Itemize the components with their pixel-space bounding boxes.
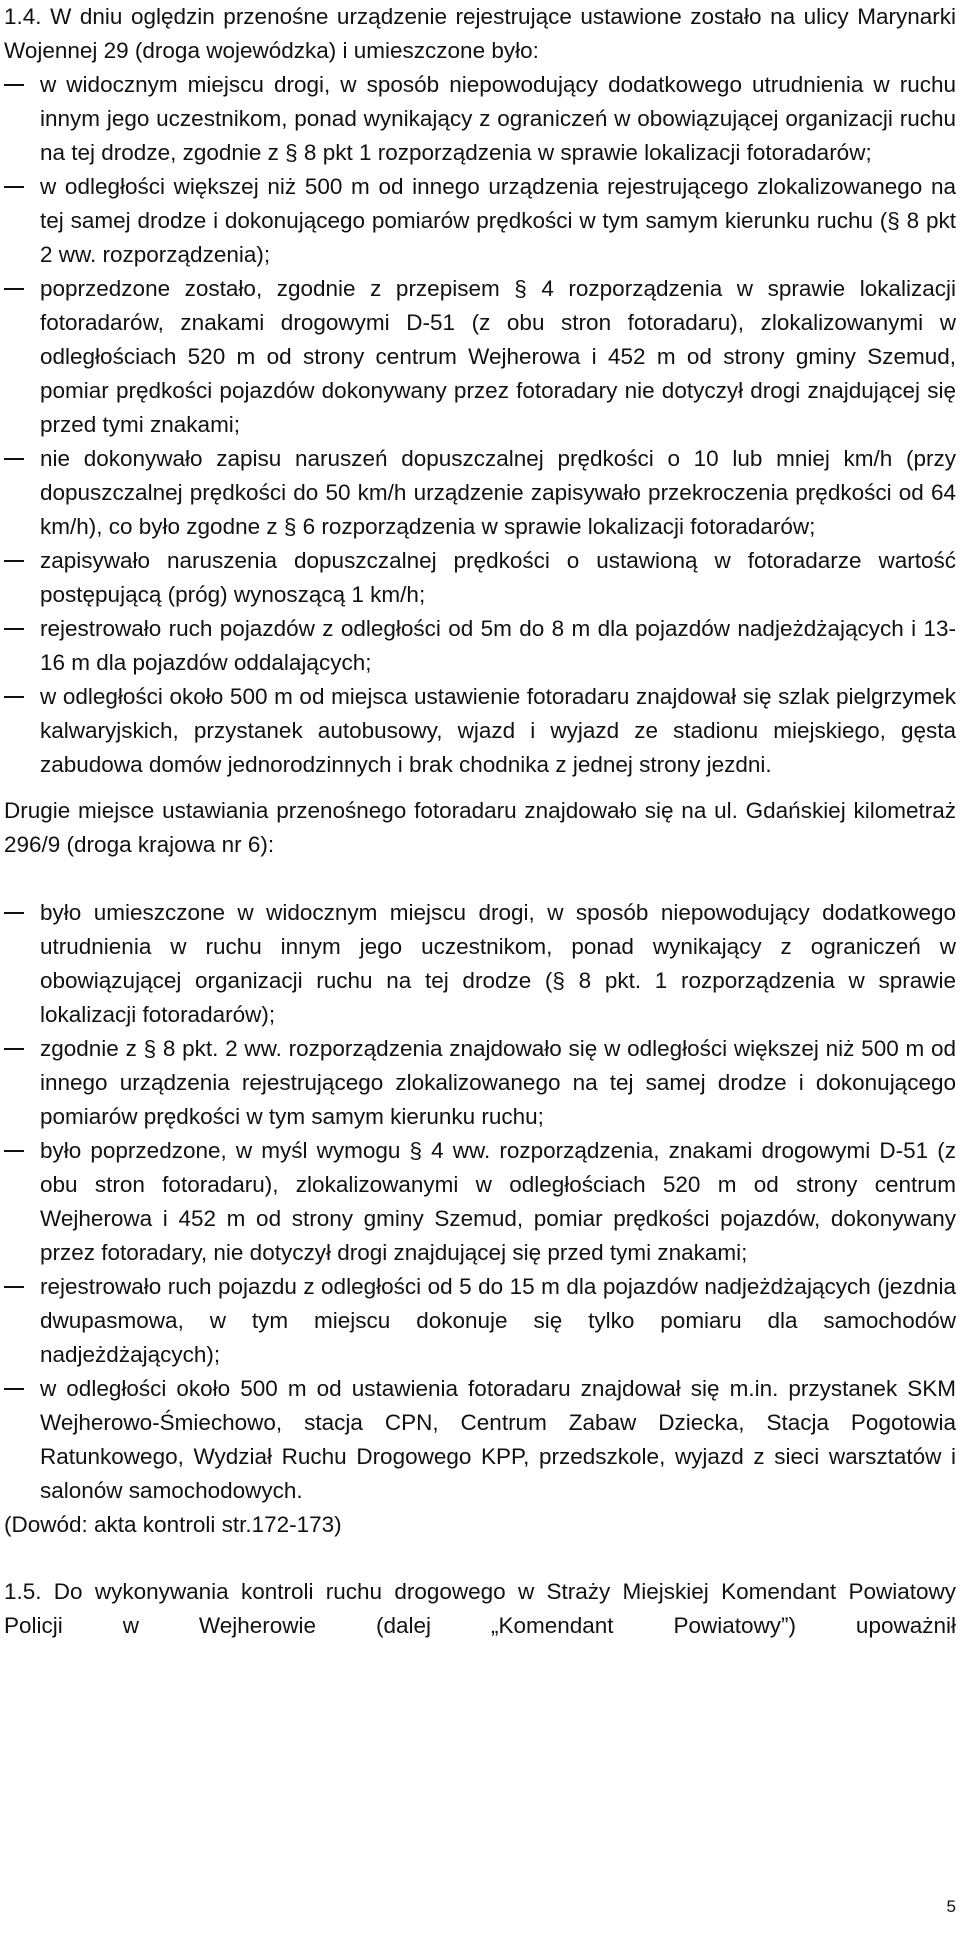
list-item bbox=[0, 680, 960, 782]
list-item bbox=[0, 1032, 960, 1134]
dash-bullet-icon bbox=[4, 1048, 24, 1050]
list-item-text: poprzedzone zostało, zgodnie z przepisem § 4 rozporządzenia w sprawie lokalizacji fotoradarów, znakami drogowymi D-51 (z obu stron fotoradaru), zlokalizowanymi w odległościach 520 m od strony centrum Wejherowa i 452 m od strony gminy Szemud, pomiar prędkości pojazdów dokonywany przez fotoradary nie dotyczył drogi znajdującej się przed tymi znakami; bbox=[40, 276, 956, 437]
list-item-text: zapisywało naruszenia dopuszczalnej prędkości o ustawioną w fotoradarze wartość postępującą (próg) wynoszącą 1 km/h; bbox=[40, 548, 956, 607]
dash-bullet-icon bbox=[4, 1388, 24, 1390]
dash-bullet-icon bbox=[4, 1286, 24, 1288]
dash-bullet-icon bbox=[4, 186, 24, 188]
list-item-text: było poprzedzone, w myśl wymogu § 4 ww. rozporządzenia, znakami drogowymi D-51 (z obu stron fotoradaru), zlokalizowanymi w odległościach 520 m od strony centrum Wejherowa i 452 m od strony gminy Szemud, pomiar prędkości pojazdów, dokonywany przez fotoradary, nie dotyczył drogi znajdującej się przed tymi znakami; bbox=[40, 1138, 956, 1265]
proof-citation: (Dowód: akta kontroli str.172-173) bbox=[4, 1512, 342, 1537]
dash-bullet-icon bbox=[4, 912, 24, 914]
list-item bbox=[0, 544, 960, 612]
dash-bullet-icon bbox=[4, 696, 24, 698]
list-item bbox=[0, 896, 960, 1032]
list-item bbox=[0, 1134, 960, 1270]
list-item bbox=[0, 1372, 960, 1508]
list-item-text: rejestrowało ruch pojazdów z odległości od 5m do 8 m dla pojazdów nadjeżdżających i 13-16 m dla pojazdów oddalających; bbox=[40, 616, 956, 675]
second-location-list bbox=[0, 896, 960, 1508]
dash-bullet-icon bbox=[4, 1150, 24, 1152]
section-1-5-text: 1.5. Do wykonywania kontroli ruchu drogowego w Straży Miejskiej Komendant Powiatowy Policji w Wejherowie (dalej „Komendant Powiatowy”) upoważnił bbox=[4, 1579, 956, 1638]
section-1-4-intro: 1.4. W dniu oględzin przenośne urządzenie rejestrujące ustawione zostało na ulicy Marynarki Wojennej 29 (droga wojewódzka) i umieszczone było: bbox=[4, 4, 956, 63]
list-item-text: w odległości około 500 m od miejsca ustawienie fotoradaru znajdował się szlak pielgrzymek kalwaryjskich, przystanek autobusowy, wjazd i wyjazd ze stadionu miejskiego, gęsta zabudowa domów jednorodzinnych i brak chodnika z jednej strony jezdni. bbox=[40, 684, 956, 777]
dash-bullet-icon bbox=[4, 288, 24, 290]
list-item bbox=[0, 442, 960, 544]
spacer bbox=[0, 862, 960, 896]
page-number: 5 bbox=[946, 1897, 956, 1916]
list-item bbox=[0, 170, 960, 272]
list-item-text: w odległości około 500 m od ustawienia fotoradaru znajdował się m.in. przystanek SKM Wejherowo-Śmiechowo, stacja CPN, Centrum Zabaw Dziecka, Stacja Pogotowia Ratunkowego, Wydział Ruchu Drogowego KPP, przedszkole, wyjazd z sieci warsztatów i salonów samochodowych. bbox=[40, 1376, 956, 1503]
list-item bbox=[0, 68, 960, 170]
spacer bbox=[0, 782, 960, 794]
list-item bbox=[0, 1270, 960, 1372]
list-item-text: w odległości większej niż 500 m od innego urządzenia rejestrującego zlokalizowanego na tej samej drodze i dokonującego pomiarów prędkości w tym samym kierunku ruchu (§ 8 pkt 2 ww. rozporządzenia); bbox=[40, 174, 956, 267]
dash-bullet-icon bbox=[4, 84, 24, 86]
list-item-text: było umieszczone w widocznym miejscu drogi, w sposób niepowodujący dodatkowego utrudnienia w ruchu innym jego uczestnikom, ponad wynikający z ograniczeń w obowiązującej organizacji ruchu na tej drodze (§ 8 pkt. 1 rozporządzenia w sprawie lokalizacji fotoradarów); bbox=[40, 900, 956, 1027]
list-item-text: rejestrowało ruch pojazdu z odległości od 5 do 15 m dla pojazdów nadjeżdżających (jezdnia dwupasmowa, w tym miejscu dokonuje się tylko pomiaru dla samochodów nadjeżdżających); bbox=[40, 1274, 956, 1367]
section-1-4-list bbox=[0, 68, 960, 782]
dash-bullet-icon bbox=[4, 560, 24, 562]
dash-bullet-icon bbox=[4, 628, 24, 630]
list-item-text: zgodnie z § 8 pkt. 2 ww. rozporządzenia znajdowało się w odległości większej niż 500 m od innego urządzenia rejestrującego zlokalizowanego na tej samej drodze i dokonującego pomiarów prędkości w tym samym kierunku ruchu; bbox=[40, 1036, 956, 1129]
second-location-intro: Drugie miejsce ustawiania przenośnego fotoradaru znajdowało się na ul. Gdańskiej kilometraż 296/9 (droga krajowa nr 6): bbox=[4, 798, 956, 857]
dash-bullet-icon bbox=[4, 458, 24, 460]
list-item-text: nie dokonywało zapisu naruszeń dopuszczalnej prędkości o 10 lub mniej km/h (przy dopuszczalnej prędkości do 50 km/h urządzenie zapisywało przekroczenia prędkości od 64 km/h), co było zgodne z § 6 rozporządzenia w sprawie lokalizacji fotoradarów; bbox=[40, 446, 956, 539]
list-item bbox=[0, 272, 960, 442]
spacer bbox=[0, 1542, 960, 1575]
list-item bbox=[0, 612, 960, 680]
list-item-text: w widocznym miejscu drogi, w sposób niepowodujący dodatkowego utrudnienia w ruchu innym jego uczestnikom, ponad wynikający z ograniczeń w obowiązującej organizacji ruchu na tej drodze, zgodnie z § 8 pkt 1 rozporządzenia w sprawie lokalizacji fotoradarów; bbox=[40, 72, 956, 165]
